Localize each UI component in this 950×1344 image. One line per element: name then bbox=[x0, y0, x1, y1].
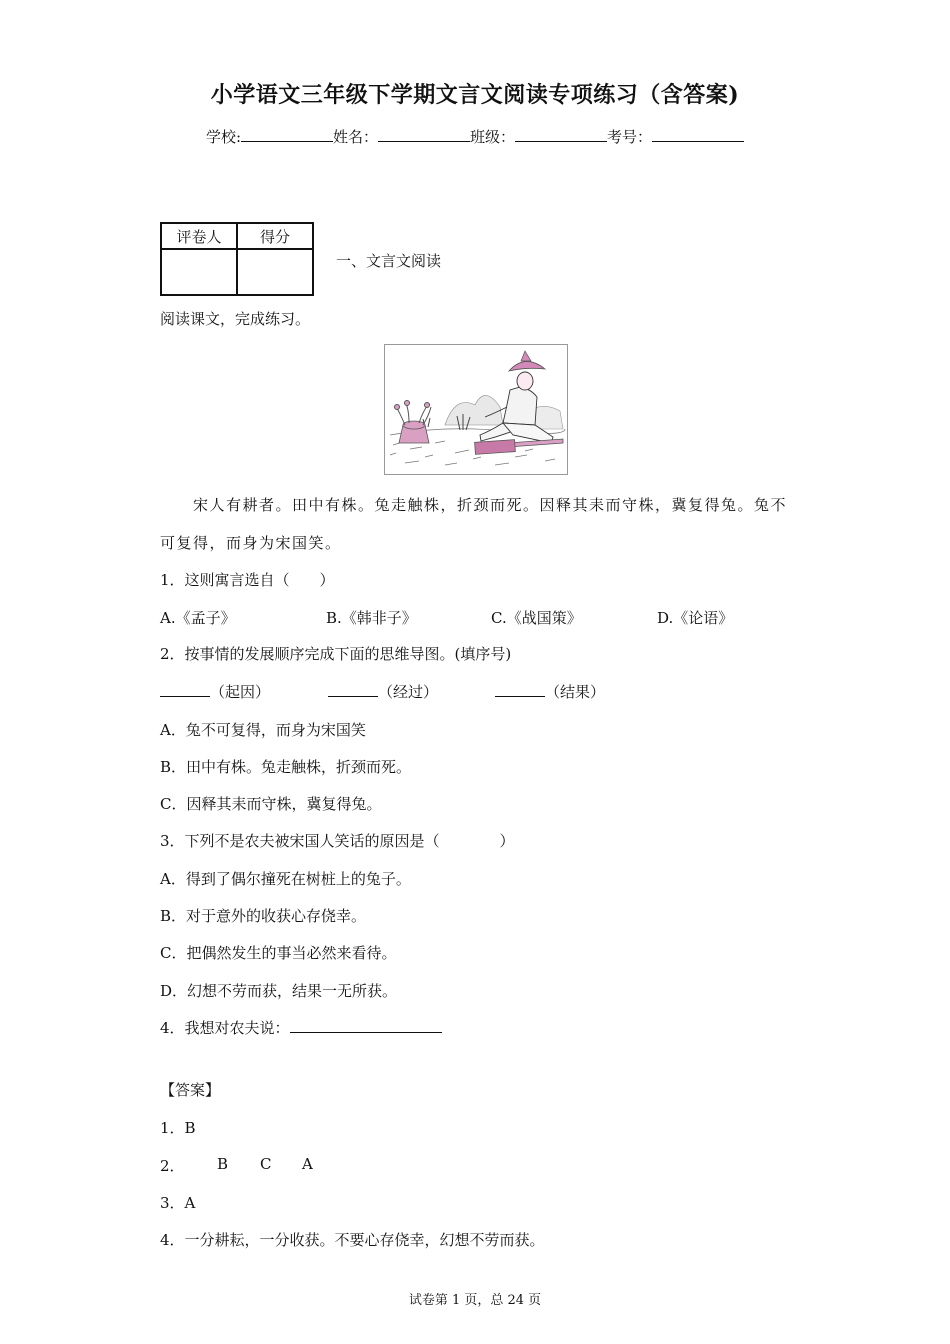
q2-option-a: A．兔不可复得，而身为宋国笑 bbox=[160, 721, 366, 739]
class-label: 班级： bbox=[470, 128, 516, 146]
student-info-line bbox=[0, 126, 950, 147]
answer-1: 1．B bbox=[160, 1119, 196, 1137]
q2-option-b: B．田中有株。兔走触株，折颈而死。 bbox=[160, 758, 412, 776]
page-footer: 试卷第 1 页，总 24 页 bbox=[408, 1293, 542, 1308]
answer-2-value-2: C bbox=[260, 1155, 272, 1173]
question-1: 1．这则寓言选自（ ） bbox=[160, 571, 335, 589]
question-3: 3．下列不是农夫被宋国人笑话的原因是（ ） bbox=[160, 832, 515, 850]
number-label: 考号： bbox=[607, 128, 653, 146]
name-label: 姓名： bbox=[333, 128, 379, 146]
score-table bbox=[160, 222, 314, 296]
q1-option-a: A.《孟子》 bbox=[160, 609, 236, 627]
answer-2-number: 2． bbox=[160, 1157, 185, 1175]
q2-option-c: C．因释其耒而守株，冀复得兔。 bbox=[160, 795, 382, 813]
score-header: 得分 bbox=[237, 223, 313, 249]
question-4 bbox=[160, 1017, 442, 1038]
blank-line[interactable] bbox=[328, 682, 378, 697]
q3-option-a: A．得到了偶尔撞死在树桩上的兔子。 bbox=[160, 870, 411, 888]
number-field[interactable] bbox=[652, 127, 744, 142]
q1-option-d: D.《论语》 bbox=[657, 609, 734, 627]
answer-2-value-1: B bbox=[217, 1155, 229, 1173]
q2-blank-result[interactable] bbox=[495, 681, 605, 702]
passage-line-2: 可复得，而身为宋国笑。 bbox=[160, 534, 342, 552]
q2-blank-process[interactable] bbox=[328, 681, 438, 702]
q3-option-d: D．幻想不劳而获，结果一无所获。 bbox=[160, 982, 398, 1000]
grader-header: 评卷人 bbox=[161, 223, 237, 249]
page-title: 小学语文三年级下学期文言文阅读专项练习（含答案) bbox=[210, 82, 740, 108]
q4-answer-line[interactable] bbox=[290, 1018, 442, 1033]
answer-2-value-3: A bbox=[302, 1155, 313, 1173]
q2-blank-cause[interactable] bbox=[160, 681, 270, 702]
result-label: （结果） bbox=[545, 683, 606, 701]
instruction: 阅读课文，完成练习。 bbox=[160, 310, 311, 328]
answers-header: 【答案】 bbox=[160, 1081, 221, 1099]
answer-4: 4．一分耕耘，一分收获。不要心存侥幸，幻想不劳而获。 bbox=[160, 1231, 545, 1249]
q3-option-c: C．把偶然发生的事当必然来看待。 bbox=[160, 944, 397, 962]
q3-option-b: B．对于意外的收获心存侥幸。 bbox=[160, 907, 367, 925]
grader-cell bbox=[161, 249, 237, 295]
cause-label: （起因） bbox=[210, 683, 271, 701]
q4-stem: 4．我想对农夫说： bbox=[160, 1019, 290, 1037]
question-2: 2．按事情的发展顺序完成下面的思维导图。(填序号) bbox=[160, 645, 512, 663]
answer-2 bbox=[160, 1155, 185, 1176]
passage-line-1: 宋人有耕者。田中有株。兔走触株，折颈而死。因释其耒而守株，冀复得兔。兔不 bbox=[193, 496, 788, 514]
score-cell bbox=[237, 249, 313, 295]
blank-line[interactable] bbox=[495, 682, 545, 697]
class-field[interactable] bbox=[515, 127, 607, 142]
answer-3: 3．A bbox=[160, 1194, 196, 1212]
illustration-farmer-stump bbox=[384, 344, 568, 475]
name-field[interactable] bbox=[378, 127, 470, 142]
process-label: （经过） bbox=[378, 683, 439, 701]
section-heading: 一、文言文阅读 bbox=[336, 252, 442, 270]
q1-option-b: B.《韩非子》 bbox=[326, 609, 417, 627]
school-label: 学校: bbox=[205, 128, 241, 146]
school-field[interactable] bbox=[241, 127, 333, 142]
q1-option-c: C.《战国策》 bbox=[491, 609, 582, 627]
blank-line[interactable] bbox=[160, 682, 210, 697]
